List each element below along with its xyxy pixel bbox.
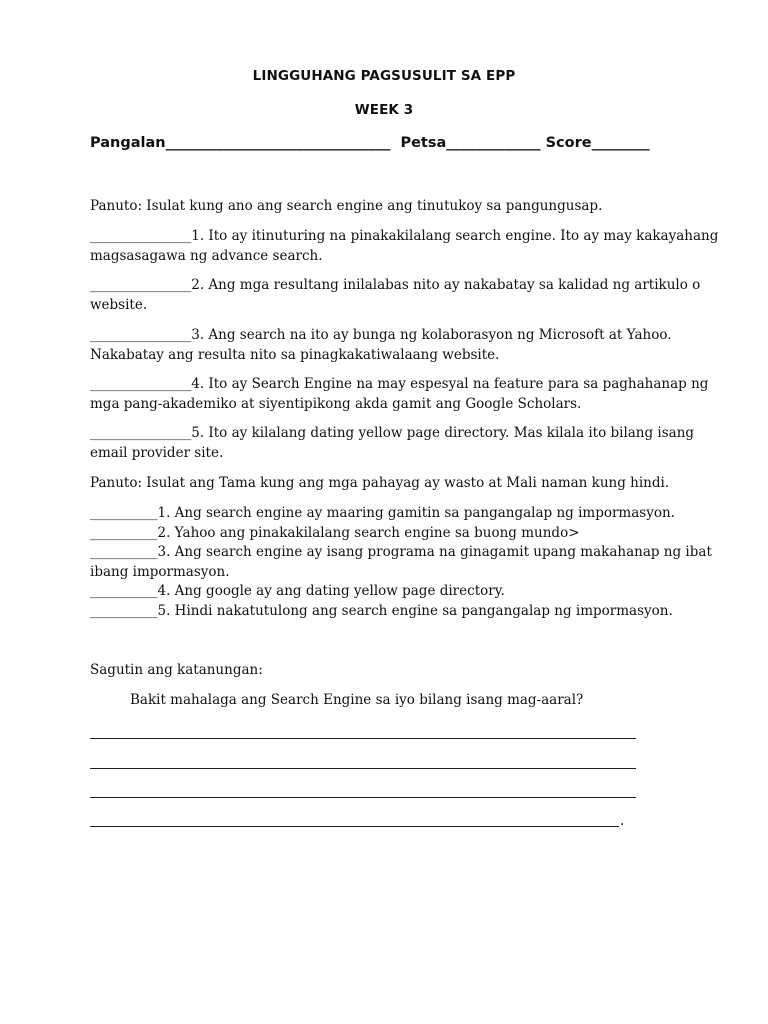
answer-line-4 (90, 826, 619, 827)
answer-line-2 (90, 768, 636, 769)
part1-item-5 (90, 424, 695, 463)
part1-item-3-line2: Nakabatay ang resulta nito sa pinagkakatiwalaang website. (90, 346, 500, 363)
part3-question: Bakit mahalaga ang Search Engine sa iyo bilang isang mag-aaral? (130, 692, 584, 708)
name-label: Pangalan (90, 135, 166, 151)
part1-item-4-line2: mga pang-akademiko at siyentipikong akda gamit ang Google Scholars. (90, 395, 582, 412)
date-blank: _____________ (446, 135, 541, 151)
part2-line-2: __________2. Yahoo ang pinakakilalang search engine sa buong mundo> (90, 524, 580, 541)
part1-item-4-line1: _______________4. Ito ay Search Engine na may espesyal na feature para sa paghahanap ng (90, 376, 709, 392)
part1-item-2-line1: _______________2. Ang mga resultang inilalabas nito ay nakabatay sa kalidad ng artikulo o (90, 277, 701, 293)
part1-item-2-line2: website. (90, 296, 148, 313)
score-blank: ________ (591, 135, 650, 151)
part1-item-1-line1: _______________1. Ito ay itinuturing na pinakakilalang search engine. Ito ay may kakayahang (90, 228, 719, 244)
part3-heading: Sagutin ang katanungan: (90, 662, 263, 678)
answer-final-period: . (620, 813, 625, 829)
date-label: Petsa (400, 135, 447, 151)
part2-list (90, 504, 712, 621)
part1-item-5-line1: _______________5. Ito ay kilalang dating yellow page directory. Mas kilala ito bilang isang (90, 425, 695, 441)
part1-item-1-line2: magsasagawa ng advance search. (90, 247, 323, 264)
part2-line-1: __________1. Ang search engine ay maaring gamitin sa pangangalap ng impormasyon. (90, 505, 675, 521)
answer-line-3 (90, 797, 636, 798)
part1-item-1 (90, 227, 719, 266)
part1-item-2 (90, 276, 701, 315)
student-info-line (90, 135, 650, 151)
part2-line-3: __________3. Ang search engine ay isang programa na ginagamit upang makahanap ng ibat (90, 544, 712, 560)
document-title: LINGGUHANG PAGSUSULIT SA EPP (252, 68, 516, 84)
part2-line-4: __________4. Ang google ay ang dating yellow page directory. (90, 583, 505, 599)
part1-item-5-line2: email provider site. (90, 444, 224, 461)
part1-item-3-line1: _______________3. Ang search na ito ay bunga ng kolaborasyon ng Microsoft at Yahoo. (90, 327, 672, 343)
week-label: WEEK 3 (354, 102, 414, 118)
name-blank: _______________________________ (165, 135, 391, 151)
part1-item-4 (90, 375, 709, 414)
part1-item-3 (90, 326, 680, 365)
score-label: Score (545, 135, 592, 151)
part1-instruction: Panuto: Isulat kung ano ang search engine ang tinutukoy sa pangungusap. (90, 198, 603, 214)
part2-line-3-continued: ibang impormasyon. (90, 563, 230, 580)
part2-instruction: Panuto: Isulat ang Tama kung ang mga pahayag ay wasto at Mali naman kung hindi. (90, 475, 670, 491)
part2-line-5: __________5. Hindi nakatutulong ang search engine sa pangangalap ng impormasyon. (90, 602, 673, 619)
answer-line-1 (90, 738, 636, 739)
